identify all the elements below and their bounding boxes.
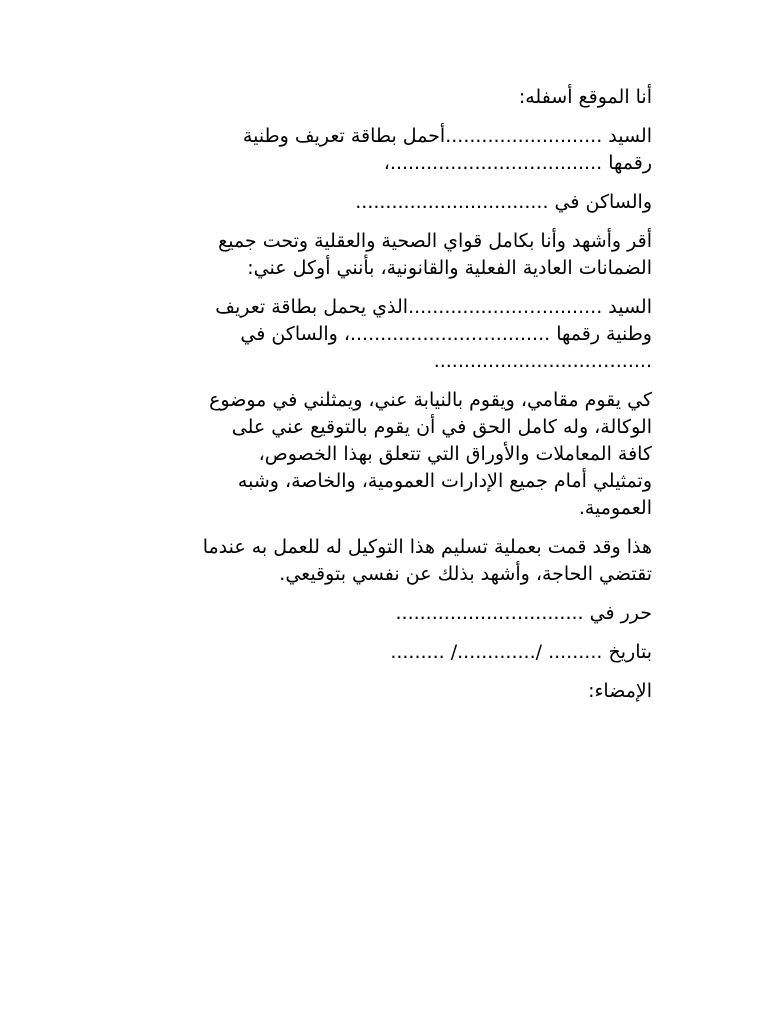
mandate-line-2: الوكالة، وله كامل الحق في أن يقوم بالتوقيع عني على — [231, 416, 652, 438]
mandate-paragraph — [112, 387, 652, 522]
mandate-line-1: كي يقوم مقامي، ويقوم بالنيابة عني، ويمثلني في موضوع — [209, 389, 652, 411]
declaration-line-1: أقر وأشهد وأنا بكامل قواي الصحية والعقلية وتحت جميع — [218, 230, 652, 252]
agent-identity-paragraph — [112, 294, 652, 375]
declaration-paragraph — [112, 228, 652, 282]
declaration-line-2: الضمانات العادية الفعلية والقانونية، بأنني أوكل عني: — [247, 257, 652, 279]
principal-address-line: والساكن في ................................ — [355, 191, 652, 213]
signature-label: الإمضاء: — [588, 680, 652, 702]
principal-id-line: رقمها ..........…......................، — [383, 152, 652, 174]
agent-name-line: السيد ..........…...................الذي يحمل بطاقة تعريف — [215, 296, 652, 318]
place-of-issue-line: حرر في ..........….................. — [395, 602, 652, 624]
power-of-attorney-document — [112, 84, 652, 717]
agent-id-line: وطنية رقمها ..........…....................، والساكن في — [240, 323, 652, 345]
closing-line-2: تقتضي الحاجة، وأشهد بذلك عن نفسي بتوقيعي. — [279, 563, 652, 585]
mandate-line-3: كافة المعاملات والأوراق التي تتعلق بهذا الخصوص، — [258, 443, 652, 465]
closing-paragraph — [112, 534, 652, 588]
closing-line-1: هذا وقد قمت بعملية تسليم هذا التوكيل له للعمل به عندما — [202, 536, 652, 558]
intro-line: أنا الموقع أسفله: — [518, 86, 652, 108]
principal-identity-paragraph — [112, 123, 652, 177]
date-line: بتاريخ ......... /............./ ......... — [390, 641, 652, 663]
agent-address-line: ......…........................... — [433, 350, 652, 372]
mandate-line-5: العمومية. — [578, 497, 652, 519]
mandate-line-4: وتمثيلي أمام جميع الإدارات العمومية، والخاصة، وشبه — [237, 470, 652, 492]
principal-name-line: السيد ..........................أحمل بطاقة تعريف وطنية — [242, 125, 652, 147]
